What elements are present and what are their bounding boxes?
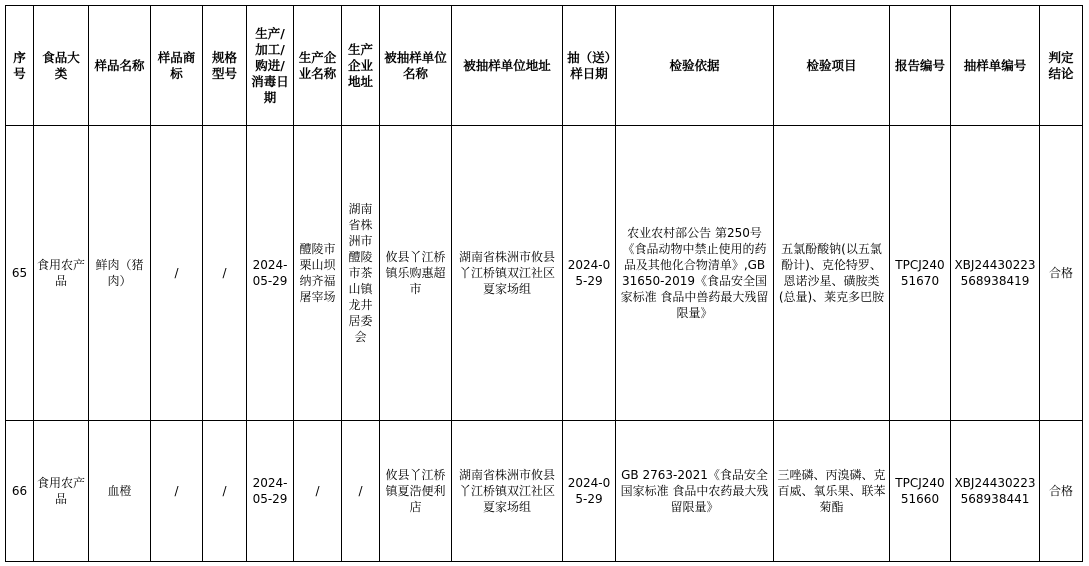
col-header-sample-date: 抽（送）样日期	[563, 6, 616, 126]
cell-items: 五氯酚酸钠(以五氯酚计)、克伦特罗、恩诺沙星、磺胺类(总量)、莱克多巴胺	[774, 126, 890, 421]
cell-sample-date: 2024-05-29	[563, 126, 616, 421]
col-header-producer-name: 生产企业名称	[294, 6, 342, 126]
col-header-items: 检验项目	[774, 6, 890, 126]
col-header-category: 食品大类	[34, 6, 89, 126]
col-header-sampled-addr: 被抽样单位地址	[452, 6, 563, 126]
cell-sample-date: 2024-05-29	[563, 421, 616, 562]
cell-sheet-no: XBJ24430223568938441	[951, 421, 1040, 562]
cell-brand: /	[151, 126, 203, 421]
cell-prod-date: 2024-05-29	[247, 421, 294, 562]
col-header-sheet-no: 抽样单编号	[951, 6, 1040, 126]
header-row	[6, 6, 1083, 126]
col-header-producer-addr: 生产企业地址	[342, 6, 380, 126]
results-table-container	[5, 5, 1083, 562]
cell-conclusion: 合格	[1040, 126, 1083, 421]
cell-producer-name: 醴陵市栗山坝纳齐福屠宰场	[294, 126, 342, 421]
col-header-brand: 样品商标	[151, 6, 203, 126]
col-header-spec: 规格型号	[203, 6, 247, 126]
cell-sampled-unit: 攸县丫江桥镇夏浩便利店	[380, 421, 452, 562]
col-header-conclusion: 判定结论	[1040, 6, 1083, 126]
cell-report-no: TPCJ24051670	[890, 126, 951, 421]
table-row	[6, 421, 1083, 562]
cell-sampled-unit: 攸县丫江桥镇乐购惠超市	[380, 126, 452, 421]
col-header-report-no: 报告编号	[890, 6, 951, 126]
cell-brand: /	[151, 421, 203, 562]
cell-report-no: TPCJ24051660	[890, 421, 951, 562]
cell-sample-name: 鲜肉（猪肉）	[89, 126, 151, 421]
cell-items: 三唑磷、丙溴磷、克百威、氧乐果、联苯菊酯	[774, 421, 890, 562]
cell-spec: /	[203, 421, 247, 562]
cell-sampled-addr: 湖南省株洲市攸县丫江桥镇双江社区夏家场组	[452, 126, 563, 421]
cell-basis: 农业农村部公告 第250号《食品动物中禁止使用的药品及其他化合物清单》,GB 31650-2019《食品安全国家标准 食品中兽药最大残留限量》	[616, 126, 774, 421]
table-row	[6, 126, 1083, 421]
col-header-prod-date: 生产/加工/购进/消毒日期	[247, 6, 294, 126]
cell-seq: 66	[6, 421, 34, 562]
cell-producer-addr: 湖南省株洲市醴陵市茶山镇龙井居委会	[342, 126, 380, 421]
col-header-sampled-unit: 被抽样单位名称	[380, 6, 452, 126]
cell-sampled-addr: 湖南省株洲市攸县丫江桥镇双江社区夏家场组	[452, 421, 563, 562]
cell-prod-date: 2024-05-29	[247, 126, 294, 421]
col-header-seq: 序号	[6, 6, 34, 126]
cell-sheet-no: XBJ24430223568938419	[951, 126, 1040, 421]
col-header-sample-name: 样品名称	[89, 6, 151, 126]
cell-category: 食用农产品	[34, 126, 89, 421]
inspection-results-table	[5, 5, 1083, 562]
cell-spec: /	[203, 126, 247, 421]
cell-conclusion: 合格	[1040, 421, 1083, 562]
cell-producer-name: /	[294, 421, 342, 562]
col-header-basis: 检验依据	[616, 6, 774, 126]
cell-basis: GB 2763-2021《食品安全国家标准 食品中农药最大残留限量》	[616, 421, 774, 562]
cell-seq: 65	[6, 126, 34, 421]
cell-producer-addr: /	[342, 421, 380, 562]
cell-sample-name: 血橙	[89, 421, 151, 562]
cell-category: 食用农产品	[34, 421, 89, 562]
